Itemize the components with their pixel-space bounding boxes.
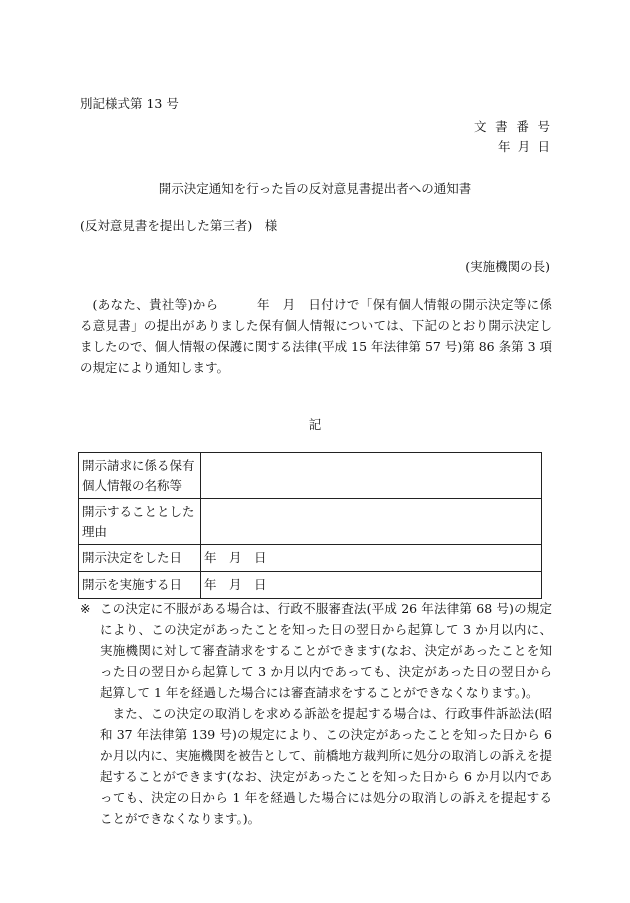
body-paragraph: (あなた、貴社等)から 年 月 日付けで「保有個人情報の開示決定等に係る意見書」の提出がありました保有個人情報については、下記のとおり開示決定しましたので、個人情報の保護に関する法律(平成 15 年法律第 57 号)第 86 条第 3 項の規定により通知します。: [80, 297, 552, 375]
document-title: 開示決定通知を行った旨の反対意見書提出者への通知書: [158, 181, 472, 196]
addressee: (反対意見書を提出した第三者) 様: [80, 218, 278, 233]
document-number-label: 文書番号: [474, 119, 550, 134]
table-value-cell: [201, 453, 542, 499]
note-1: [80, 598, 552, 703]
table-row: [79, 572, 542, 599]
table-row: [79, 545, 542, 572]
table-row: [79, 453, 542, 499]
note-2: また、この決定の取消しを求める訴訟を提起する場合は、行政事件訴訟法(昭和 37 年法律第 139 号)の規定により、この決定があったことを知った日から 6 か月以内に、実施機関を被告として、前橋地方裁判所に処分の取消しの訴えを提起することができます(なお、決定があったことを知った日から 6 か月以内であっても、決定の日から 1 年を経過した場合には処分の取消しの訴えを提起することができなくなります。)。: [100, 706, 552, 826]
table-row: [79, 499, 542, 545]
table-label-cell: 開示決定をした日: [79, 545, 201, 572]
table-label-cell: 開示請求に係る保有個人情報の名称等: [79, 453, 201, 499]
note-mark: ※: [80, 601, 91, 616]
table-value-cell: 年 月 日: [201, 545, 542, 572]
table-value-cell: 年 月 日: [201, 572, 542, 599]
notes-section: [80, 598, 552, 829]
document-date-label: 年月日: [498, 139, 550, 154]
ki-heading: 記: [308, 417, 322, 432]
note-1-text: この決定に不服がある場合は、行政不服審査法(平成 26 年法律第 68 号)の規定により、この決定があったことを知った日の翌日から起算して 3 か月以内に、実施機関に対して審査請求をすることができます(なお、決定があったことを知った日の翌日から起算して 3 か月以内であっても、決定があった日の翌日から起算して 1 年を経過した場合には審査請求をすることができなくなります。)。: [100, 601, 552, 700]
info-table: [78, 452, 542, 599]
form-number: 別記様式第 13 号: [80, 96, 179, 111]
sender: (実施機関の長): [465, 259, 550, 274]
table-label-cell: 開示を実施する日: [79, 572, 201, 599]
table-value-cell: [201, 499, 542, 545]
table-label-cell: 開示することとした理由: [79, 499, 201, 545]
